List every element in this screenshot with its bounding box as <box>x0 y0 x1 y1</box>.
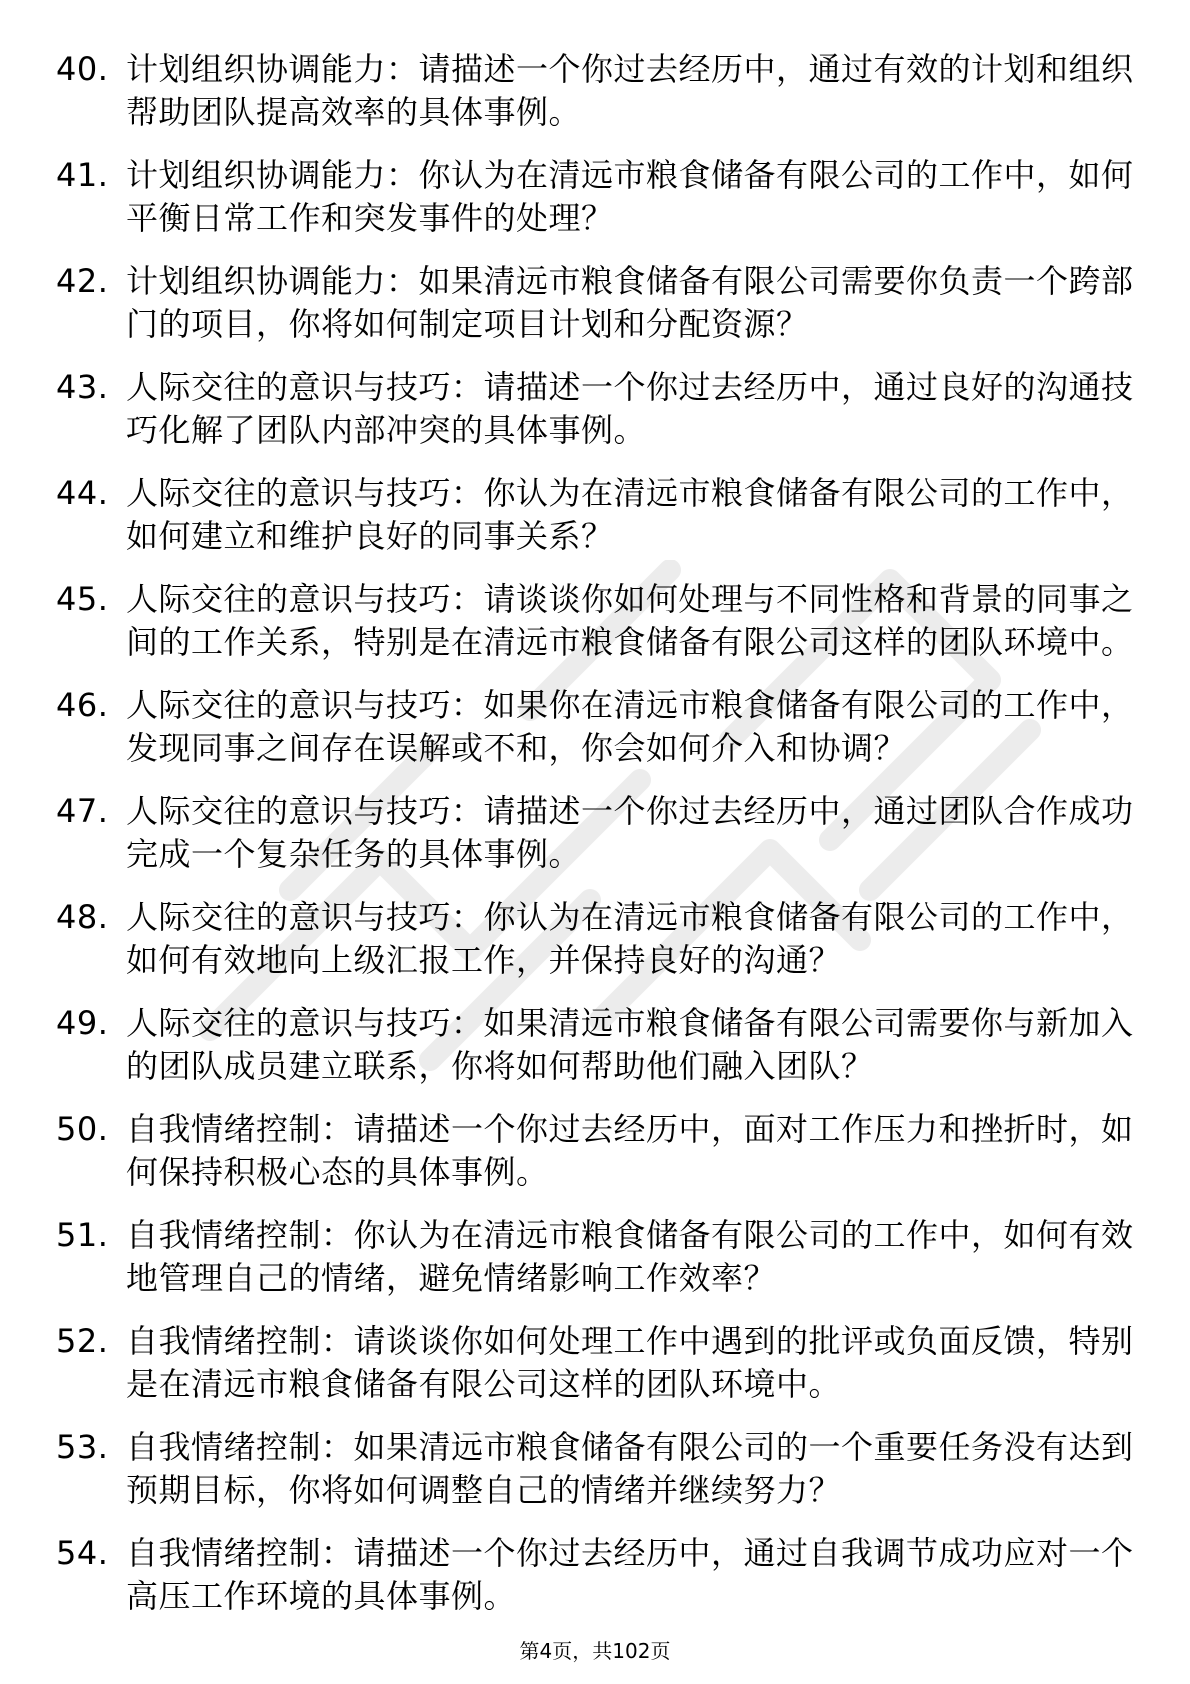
list-item <box>56 1320 1136 1406</box>
list-item <box>56 1214 1136 1300</box>
question-number: 42. <box>56 262 109 300</box>
list-item <box>56 472 1136 558</box>
question-text: 计划组织协调能力：你认为在清远市粮食储备有限公司的工作中，如何平衡日常工作和突发事件的处理？ <box>126 156 1134 237</box>
question-number: 54. <box>56 1534 109 1572</box>
question-number: 48. <box>56 898 109 936</box>
list-item <box>56 684 1136 770</box>
list-item <box>56 366 1136 452</box>
list-item <box>56 1002 1136 1088</box>
question-number: 52. <box>56 1322 109 1360</box>
question-number: 40. <box>56 50 109 88</box>
question-number: 46. <box>56 686 109 724</box>
question-number: 50. <box>56 1110 109 1148</box>
list-item <box>56 260 1136 346</box>
question-text: 自我情绪控制：如果清远市粮食储备有限公司的一个重要任务没有达到预期目标，你将如何调整自己的情绪并继续努力？ <box>126 1428 1134 1509</box>
question-number: 47. <box>56 792 109 830</box>
question-number: 44. <box>56 474 109 512</box>
list-item <box>56 1532 1136 1618</box>
question-number: 45. <box>56 580 109 618</box>
list-item <box>56 578 1136 664</box>
list-item <box>56 154 1136 240</box>
question-number: 51. <box>56 1216 109 1254</box>
question-text: 人际交往的意识与技巧：你认为在清远市粮食储备有限公司的工作中，如何建立和维护良好的同事关系？ <box>126 474 1134 555</box>
list-item <box>56 48 1136 134</box>
question-text: 自我情绪控制：请谈谈你如何处理工作中遇到的批评或负面反馈，特别是在清远市粮食储备有限公司这样的团队环境中。 <box>126 1322 1134 1403</box>
question-text: 自我情绪控制：请描述一个你过去经历中，面对工作压力和挫折时，如何保持积极心态的具体事例。 <box>126 1110 1134 1191</box>
question-text: 自我情绪控制：请描述一个你过去经历中，通过自我调节成功应对一个高压工作环境的具体事例。 <box>126 1534 1134 1615</box>
list-item <box>56 1108 1136 1194</box>
question-text: 人际交往的意识与技巧：你认为在清远市粮食储备有限公司的工作中，如何有效地向上级汇报工作，并保持良好的沟通？ <box>126 898 1134 979</box>
list-item <box>56 896 1136 982</box>
question-text: 自我情绪控制：你认为在清远市粮食储备有限公司的工作中，如何有效地管理自己的情绪，避免情绪影响工作效率？ <box>126 1216 1134 1297</box>
question-text: 人际交往的意识与技巧：如果清远市粮食储备有限公司需要你与新加入的团队成员建立联系，你将如何帮助他们融入团队？ <box>126 1004 1134 1085</box>
question-text: 人际交往的意识与技巧：请谈谈你如何处理与不同性格和背景的同事之间的工作关系，特别是在清远市粮食储备有限公司这样的团队环境中。 <box>126 580 1134 661</box>
question-number: 41. <box>56 156 109 194</box>
question-list <box>56 48 1136 1638</box>
question-text: 人际交往的意识与技巧：如果你在清远市粮食储备有限公司的工作中，发现同事之间存在误解或不和，你会如何介入和协调？ <box>126 686 1134 767</box>
question-text: 人际交往的意识与技巧：请描述一个你过去经历中，通过团队合作成功完成一个复杂任务的具体事例。 <box>126 792 1134 873</box>
question-text: 计划组织协调能力：如果清远市粮食储备有限公司需要你负责一个跨部门的项目，你将如何制定项目计划和分配资源？ <box>126 262 1134 343</box>
question-text: 人际交往的意识与技巧：请描述一个你过去经历中，通过良好的沟通技巧化解了团队内部冲突的具体事例。 <box>126 368 1134 449</box>
list-item <box>56 790 1136 876</box>
question-number: 43. <box>56 368 109 406</box>
page-number-footer: 第4页，共102页 <box>519 1639 671 1663</box>
question-text: 计划组织协调能力：请描述一个你过去经历中，通过有效的计划和组织帮助团队提高效率的具体事例。 <box>126 50 1134 131</box>
question-number: 49. <box>56 1004 109 1042</box>
list-item <box>56 1426 1136 1512</box>
question-number: 53. <box>56 1428 109 1466</box>
